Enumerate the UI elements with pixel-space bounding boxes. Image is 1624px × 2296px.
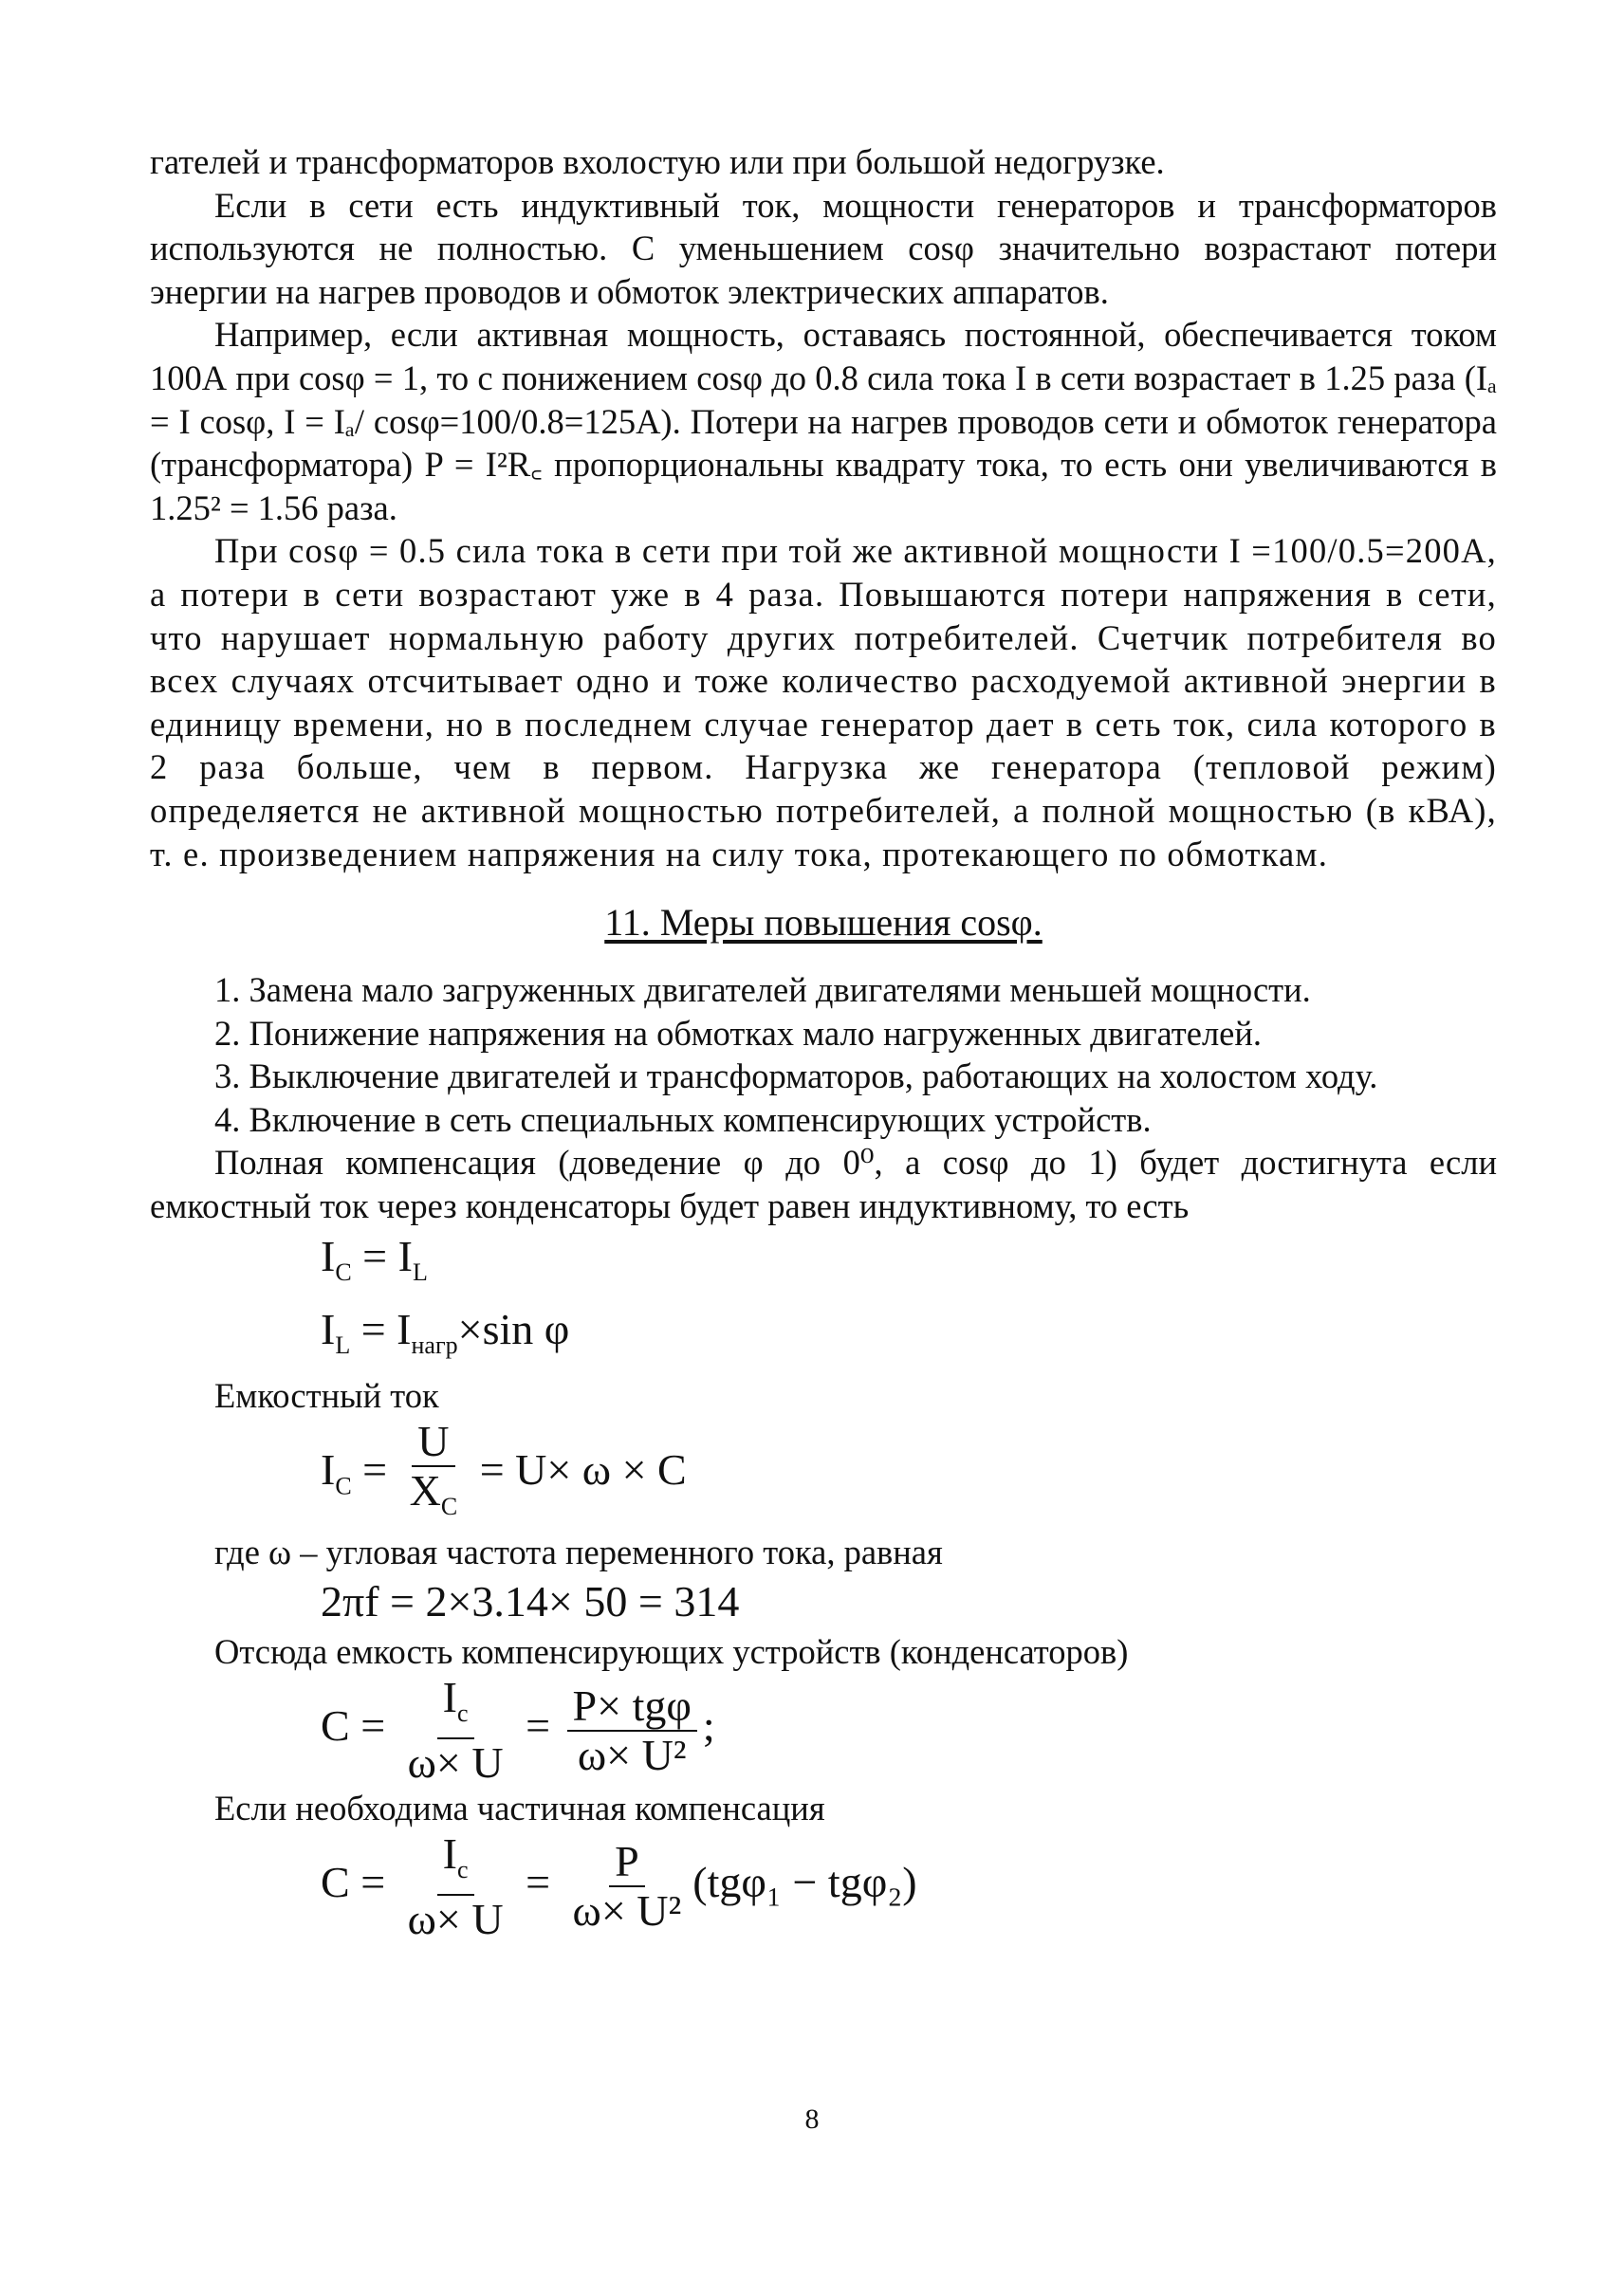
formula-6-denominator-1: ω× U	[407, 1894, 504, 1943]
paragraph-continuation: гателей и трансформаторов вхолостую или при большой недогрузке.	[150, 142, 1165, 181]
formula-3-fraction	[404, 1418, 464, 1531]
section-heading-text: 11. Меры повышения cosφ.	[604, 901, 1043, 945]
formula-5-eq2: =	[526, 1701, 551, 1751]
formula-6-num1-sub: c	[457, 1855, 469, 1883]
formula-omega-value: 2πf = 2×3.14× 50 = 314	[321, 1577, 740, 1626]
page-number: 8	[804, 2103, 820, 2135]
formula-1-eq: =	[362, 1231, 388, 1280]
list-item-1: 1. Замена мало загруженных двигателей двигателями меньшей мощности.	[214, 970, 1311, 1010]
formula-2-tail: ×sin φ	[457, 1304, 570, 1353]
formula-5-denominator-1: ω× U	[407, 1738, 504, 1788]
formula-3-tail: = U× ω × C	[479, 1444, 687, 1494]
formula-5-tail: ;	[702, 1701, 715, 1751]
formula-1-rhs: I	[397, 1231, 413, 1280]
formula-5-num1-main: I	[442, 1673, 457, 1721]
formula-3-denominator	[404, 1467, 464, 1531]
formula-5-numerator-1	[437, 1674, 474, 1739]
section-heading	[150, 898, 1497, 947]
formula-capacitance-full	[321, 1674, 1497, 1787]
formula-5-denominator-2: ω× U²	[577, 1730, 687, 1779]
formula-6-eq: =	[360, 1857, 386, 1906]
formula-1-rhs-sub: L	[412, 1258, 428, 1286]
formula-3-den-main: X	[409, 1465, 441, 1515]
formula-2-eq: =	[360, 1304, 386, 1353]
formula-2-lhs-sub: L	[335, 1332, 351, 1360]
label-capacitive-current: Емкостный ток	[214, 1376, 439, 1416]
label-partial-compensation: Если необходима частичная компенсация	[214, 1789, 825, 1828]
formula-6-num1-main: I	[442, 1828, 457, 1878]
formula-6-numerator-1	[437, 1830, 474, 1896]
formula-5-lhs: C	[321, 1701, 350, 1751]
label-capacitance: Отсюда емкость компенсирующих устройств (конденсаторов)	[214, 1632, 1129, 1672]
label-angular-frequency: где ω – угловая частота переменного тока, равная	[214, 1532, 943, 1571]
formula-5-fraction-2	[567, 1682, 697, 1779]
paragraph-full-compensation: Полная компенсация (доведение φ до 0⁰, а cosφ до 1) будет достигнута если емкостный ток через конденсаторы будет равен индуктивному, то есть	[150, 1143, 1497, 1226]
formula-5-numerator-2: P× tgφ	[567, 1682, 697, 1732]
formula-capacitance-partial	[321, 1830, 1497, 1943]
formula-ic-fraction	[321, 1418, 1497, 1531]
formula-2-rhs-sub: нагр	[411, 1332, 458, 1360]
formula-3-eq: =	[362, 1444, 388, 1494]
formula-6-numerator-2: P	[609, 1838, 645, 1887]
formula-6-tail: (tgφ₁ − tgφ₂)	[692, 1857, 917, 1906]
formula-1-lhs: I	[321, 1231, 336, 1280]
paragraph-cos-half: При cosφ = 0.5 сила тока в сети при той же активной мощности I =100/0.5=200А, а потери в сети возрастают уже в 4 раза. Повышаются потери напряжения в сети, что нарушает нормальную работу других потребителей. Счетчик потребителя во всех случаях отсчитывает одно и тоже количество расходуемой активной энергии в единицу времени, но в последнем случае генератор дает в сеть ток, сила которого в 2 раза больше, чем в первом. Нагрузка же генератора (тепловой режим) определяется не активной мощностью потребителей, а полной мощностью (в кВА), т. е. произведением напряжения на силу тока, протекающего по обмоткам.	[150, 531, 1497, 873]
list-item-4: 4. Включение в сеть специальных компенсирующих устройств.	[214, 1099, 1152, 1139]
formula-6-lhs: C	[321, 1857, 350, 1906]
paragraph-example: Например, если активная мощность, оставаясь постоянной, обеспечивается током 100А при cosφ = 1, то с понижением cosφ до 0.8 сила тока I в сети возрастает в 1.25 раза (Iₐ = I cosφ, I = Iₐ/ cosφ=100/0.8=125А). Потери на нагрев проводов сети и обмоток генератора (трансформатора) P = I²R꜀ пропорциональны квадрату тока, то есть они увеличиваются в 1.25² = 1.56 раза.	[150, 315, 1497, 527]
formula-3-lhs-sub: C	[335, 1471, 352, 1499]
formula-il-load	[321, 1301, 1497, 1374]
formula-5-num1-sub: c	[457, 1699, 469, 1728]
list-item-2: 2. Понижение напряжения на обмотках мало нагруженных двигателей.	[214, 1013, 1263, 1053]
formula-6-fraction-1	[402, 1830, 509, 1943]
formula-ic-equals-il	[321, 1228, 1497, 1301]
formula-2-lhs: I	[321, 1304, 336, 1353]
formula-3-numerator: U	[412, 1418, 454, 1467]
formula-6-denominator-2: ω× U²	[572, 1886, 682, 1936]
formula-1-lhs-sub: C	[335, 1258, 352, 1286]
formula-6-eq2: =	[526, 1857, 551, 1906]
formula-5-fraction-1	[402, 1674, 509, 1787]
formula-3-lhs: I	[321, 1444, 336, 1494]
paragraph-inductive-current: Если в сети есть индуктивный ток, мощности генераторов и трансформаторов используются не полностью. С уменьшением cosφ значительно возрастают потери энергии на нагрев проводов и обмоток электрических аппаратов.	[150, 185, 1497, 311]
formula-3-den-sub: C	[440, 1492, 458, 1520]
formula-2-rhs: I	[397, 1304, 412, 1353]
page-body	[150, 140, 1497, 1943]
list-item-3: 3. Выключение двигателей и трансформаторов, работающих на холостом ходу.	[214, 1056, 1378, 1096]
formula-6-fraction-2	[567, 1838, 688, 1935]
formula-5-eq: =	[360, 1701, 386, 1751]
